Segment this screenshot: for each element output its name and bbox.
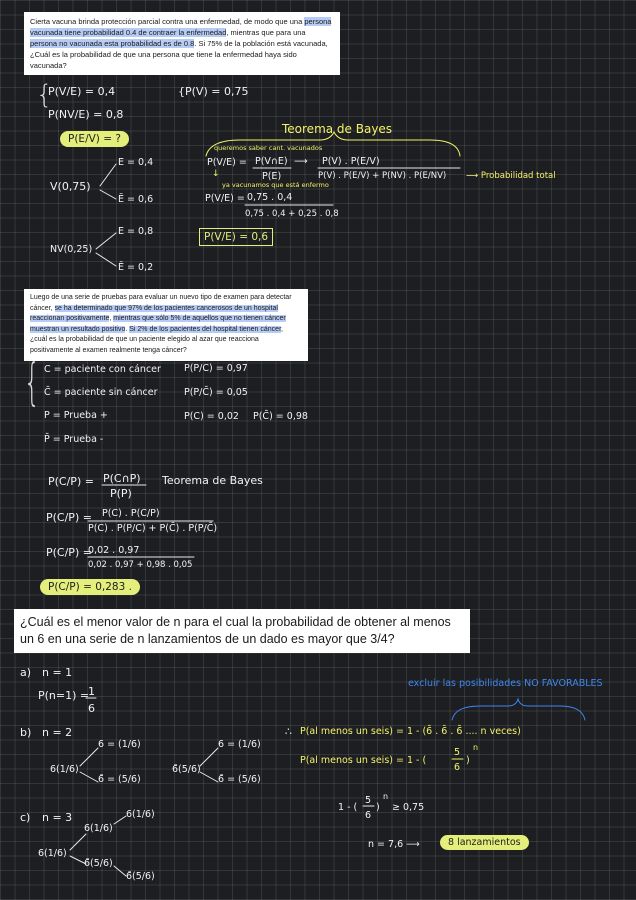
p-nv-e: P(NV/E) = 0,8 xyxy=(48,108,124,121)
tree-v-ne: Ē = 0,6 xyxy=(118,194,154,205)
c-leaf-2: 6̄(5/6) xyxy=(126,871,155,882)
p-v-e: P(V/E) = 0,4 xyxy=(48,85,116,98)
therefore: ∴ xyxy=(285,725,292,738)
part-a-label: a) xyxy=(20,666,32,679)
part-c-n: n = 3 xyxy=(42,811,73,824)
def-np: P̄ = Prueba - xyxy=(44,434,104,445)
b-root-2-b: 6̄ = (5/6) xyxy=(218,774,261,785)
tree-v: V(0,75) xyxy=(50,180,91,193)
bayes-title: Teorema de Bayes xyxy=(282,122,393,136)
formula-1: P(al menos un seis) = 1 - (6̄ . 6̄ . 6̄ .... n veces) xyxy=(300,726,521,737)
formula-2-exp: n xyxy=(473,743,479,752)
p-p-nc: P(P/C̄) = 0,05 xyxy=(184,387,248,398)
ineq-num: 5 xyxy=(365,795,372,806)
bayes-lhs: P(V/E) = xyxy=(207,157,247,168)
formula-2-den: 6 xyxy=(454,762,461,773)
def-nc: C̄ = paciente sin cáncer xyxy=(44,387,158,398)
brace-left: { xyxy=(36,80,53,110)
part-a-den: 6 xyxy=(88,702,95,715)
lhs-2: P(C/P) = xyxy=(46,511,92,524)
b-root-2: 6̄(5/6) xyxy=(172,764,201,775)
ineq-a: 1 - ( xyxy=(338,802,358,813)
calc-den: 0,75 . 0,4 + 0,25 . 0,8 xyxy=(245,209,339,219)
frac-den: P(E) xyxy=(262,171,282,182)
ineq-exp: n xyxy=(383,792,389,801)
arrow1: ⟶ xyxy=(294,156,308,167)
tree-v-e: E = 0,4 xyxy=(118,157,154,168)
p-c: P(C) = 0,02 xyxy=(184,411,239,422)
formula-2-num: 5 xyxy=(454,747,461,758)
num-2: P(C) . P(C/P) xyxy=(102,508,160,519)
frac-num: P(V∩E) xyxy=(255,156,288,167)
tree-nv-e: E = 0,8 xyxy=(118,226,154,237)
def-c: C = paciente con cáncer xyxy=(44,364,161,375)
result-1-box: P(V/E) = 0,6 xyxy=(199,228,273,246)
ineq-b: ) xyxy=(376,802,380,813)
calc-lhs: P(V/E) = xyxy=(205,193,245,204)
prob-total: ⟶ Probabilidad total xyxy=(466,171,556,181)
part-c-label: c) xyxy=(20,811,31,824)
def-p: P = Prueba + xyxy=(44,410,108,421)
formula-2-a: P(al menos un seis) = 1 - ( xyxy=(300,755,427,766)
c-mid-2: 6̄(5/6) xyxy=(84,858,113,869)
b-root-2-a: 6 = (1/6) xyxy=(218,739,261,750)
note-queremos: queremos saber cant. vacunados xyxy=(214,144,323,152)
c-mid-1: 6(1/6) xyxy=(84,823,113,834)
result-2-label: P(C/P) = 0,283 . xyxy=(40,579,140,595)
note-vacunamos: ya vacunamos que está enfermo xyxy=(222,181,329,189)
bayes-num: P(V) . P(E/V) xyxy=(322,156,380,167)
num-1: P(C∩P) xyxy=(103,472,141,485)
c-root: 6(1/6) xyxy=(38,848,67,859)
p-p-c: P(P/C) = 0,97 xyxy=(184,363,248,374)
bayes-label-2: Teorema de Bayes xyxy=(162,474,263,487)
b-root-1-b: 6̄ = (5/6) xyxy=(98,774,141,785)
b-root-1-a: 6 = (1/6) xyxy=(98,739,141,750)
p-v: {P(V) = 0,75 xyxy=(178,85,249,98)
tree-nv-ne: Ē = 0,2 xyxy=(118,262,154,273)
c-leaf-1: 6(1/6) xyxy=(126,809,155,820)
goal-label: P(E/V) = ? xyxy=(60,131,129,147)
tree-nv: NV(0,25) xyxy=(50,244,93,255)
part-a-n: n = 1 xyxy=(42,666,73,679)
p-nc: P(C̄) = 0,98 xyxy=(253,411,308,422)
num-3: 0,02 . 0,97 xyxy=(88,545,140,556)
excluir-note: excluir las posibilidades NO FAVORABLES xyxy=(408,678,603,689)
ineq-den: 6 xyxy=(365,810,372,821)
problem-1-text: Cierta vacuna brinda protección parcial contra una enfermedad, de modo que una persona vacunada tiene probabilidad 0.4 de contraer la enfermedad, mientras que para una persona no vacunada esta probabilidad es de 0.8. Si 75% de la población está vacunada, ¿Cuál es la probabilidad de que una persona que tiene la enfermedad haya sido vacunada? xyxy=(30,17,332,70)
den-3: 0,02 . 0,97 + 0,98 . 0,05 xyxy=(88,560,193,570)
den-1: P(P) xyxy=(110,487,132,500)
lhs-1: P(C/P) = xyxy=(48,475,94,488)
n-result: n = 7,6 ⟶ xyxy=(368,839,420,850)
problem-3-text: ¿Cuál es el menor valor de n para el cual la probabilidad de obtener al menos un 6 en una serie de n lanzamientos de un dado es mayor que 3/4? xyxy=(20,615,451,646)
part-a-p: P(n=1) = xyxy=(38,689,90,702)
b-root-1: 6(1/6) xyxy=(50,764,79,775)
den-2: P(C) . P(P/C) + P(C̄) . P(P/C̄) xyxy=(88,523,218,534)
down-arrow: ↓ xyxy=(212,169,220,179)
calc-num: 0,75 . 0,4 xyxy=(247,192,293,203)
part-a-num: 1 xyxy=(88,685,95,698)
part-b-n: n = 2 xyxy=(42,726,73,739)
bayes-den: P(V) . P(E/V) + P(NV) . P(E/NV) xyxy=(318,171,447,181)
lhs-3: P(C/P) = xyxy=(46,546,92,559)
formula-2-b: ) xyxy=(466,755,470,766)
problem-2-text: Luego de una serie de pruebas para evaluar un nuevo tipo de examen para detectar cáncer, se ha determinado que 97% de los pacientes cancerosos de un hospital reaccionan positivamente, mientras que sólo 5% de aquellos que no tienen cáncer muestran un resultado positivo. Si 2% de los pacientes del hospital tienen cáncer, ¿cuál es la probabilidad de que un paciente elegido al azar que reacciona positivamente al examen realmente tenga cáncer? xyxy=(30,294,292,354)
final-answer: 8 lanzamientos xyxy=(440,835,529,850)
ineq-c: ≥ 0,75 xyxy=(392,802,425,813)
brace-left-2: { xyxy=(24,353,40,411)
part-b-label: b) xyxy=(20,726,32,739)
